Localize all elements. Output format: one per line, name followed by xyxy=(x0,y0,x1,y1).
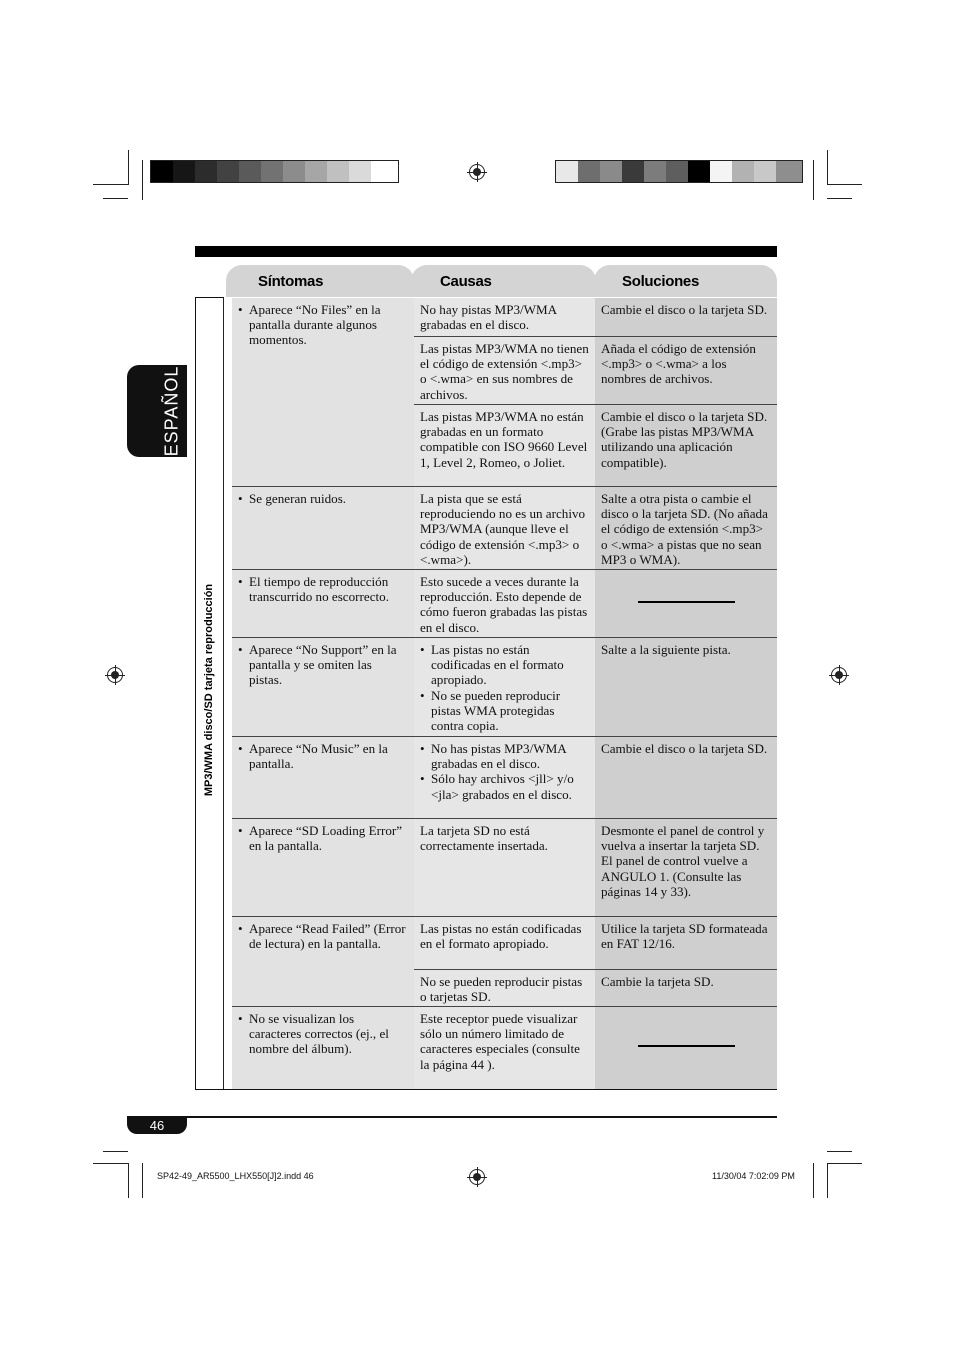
footer-rule xyxy=(127,1116,777,1118)
cause-text: • Las pistas no están codificadas en el formato apropiado. xyxy=(420,642,589,688)
cause-text: Este receptor puede visualizar sólo un número limitado de caracteres especiales (consulte la página 44 ). xyxy=(420,1011,580,1072)
header-symptoms-label: Síntomas xyxy=(258,273,324,290)
cause-cell xyxy=(414,1007,595,1089)
symptom-cell xyxy=(232,1007,414,1089)
crop-mark xyxy=(93,184,128,185)
cause-cell xyxy=(414,970,595,1006)
symptom-text: • Aparece “SD Loading Error” en la pantalla. xyxy=(238,823,408,853)
registration-mark-icon xyxy=(469,164,485,180)
crop-mark xyxy=(93,1163,128,1164)
solution-text: Cambie el disco o la tarjeta SD. xyxy=(601,409,768,424)
header-solutions xyxy=(594,265,777,297)
registration-mark-icon xyxy=(831,667,847,683)
cause-text: No hay pistas MP3/WMA grabadas en el disco. xyxy=(420,302,557,333)
cause-cell xyxy=(414,819,595,916)
header-causes xyxy=(411,265,596,297)
symptom-cell xyxy=(232,638,414,736)
symptom-text: • El tiempo de reproducción transcurrido no escorrecto. xyxy=(238,574,408,604)
symptom-text: • Aparece “No Support” en la pantalla y se omiten las pistas. xyxy=(238,642,408,688)
solution-cell xyxy=(595,737,777,819)
cause-text: Esto sucede a veces durante la reproducción. Esto depende de cómo fueron grabadas las pistas en el disco. xyxy=(420,574,588,635)
cause-text: • No has pistas MP3/WMA grabadas en el disco. xyxy=(420,741,589,771)
symptom-cell xyxy=(232,570,414,637)
crop-mark xyxy=(128,1163,129,1198)
solution-text: Salte a otra pista o cambie el disco o la tarjeta SD. (No añada el código de extensión <.mp3> o <.wma> a pistas que no sean MP3 o WMA). xyxy=(601,491,768,567)
crop-mark xyxy=(128,150,129,185)
crop-mark xyxy=(103,1151,128,1152)
solution-cell xyxy=(595,298,777,336)
cause-cell xyxy=(414,737,595,819)
cause-cell xyxy=(414,405,595,487)
table-bottom-rule xyxy=(223,1089,777,1090)
header-solutions-label: Soluciones xyxy=(622,273,700,290)
solution-cell xyxy=(595,405,777,487)
crop-mark xyxy=(827,1163,862,1164)
cause-text: La pista que se está reproduciendo no es un archivo MP3/WMA (aunque lleve el código de extensión <.mp3> o <.wma>). xyxy=(420,491,586,567)
solution-note: (Grabe las pistas MP3/WMA utilizando una aplicación compatible). xyxy=(601,424,754,470)
language-tab-label: ESPAÑOL xyxy=(161,365,182,457)
table-left-border xyxy=(223,297,224,1090)
symptom-cell xyxy=(232,298,414,487)
page-number: 46 xyxy=(127,1118,187,1134)
solution-text: Salte a la siguiente pista. xyxy=(601,642,731,657)
color-calibration-bar-left xyxy=(150,160,399,183)
crop-mark xyxy=(813,1163,814,1198)
cause-text: • No se pueden reproducir pistas WMA protegidas contra copia. xyxy=(420,688,589,734)
cause-text: No se pueden reproducir pistas o tarjetas SD. xyxy=(420,974,583,1005)
no-solution-dash xyxy=(638,1045,735,1047)
solution-cell xyxy=(595,337,777,404)
cause-cell xyxy=(414,917,595,969)
crop-mark xyxy=(103,198,128,199)
crop-mark xyxy=(813,160,814,200)
cause-text: Las pistas MP3/WMA no están grabadas en un formato compatible con ISO 9660 Level 1, Level 2, Romeo, o Joliet. xyxy=(420,409,588,470)
color-calibration-bar-right xyxy=(555,160,803,183)
crop-mark xyxy=(827,1151,852,1152)
symptom-text: • Se generan ruidos. xyxy=(238,491,408,506)
symptom-text: • Aparece “Read Failed” (Error de lectura) en la pantalla. xyxy=(238,921,408,951)
solution-text: Cambie el disco o la tarjeta SD. xyxy=(601,302,768,317)
symptom-cell xyxy=(232,737,414,819)
cause-cell xyxy=(414,570,595,637)
symptom-cell xyxy=(232,917,414,1006)
footer-date: 11/30/04 7:02:09 PM xyxy=(712,1171,795,1181)
header-causes-label: Causas xyxy=(440,273,492,290)
crop-mark xyxy=(827,150,828,185)
solution-cell xyxy=(595,917,777,969)
cause-cell xyxy=(414,638,595,736)
solution-cell xyxy=(595,487,777,570)
solution-cell xyxy=(595,570,777,637)
cause-text: Las pistas no están codificadas en el formato apropiado. xyxy=(420,921,582,952)
registration-mark-icon xyxy=(107,667,123,683)
symptom-text: • Aparece “No Files” en la pantalla durante algunos momentos. xyxy=(238,302,408,348)
solution-cell xyxy=(595,970,777,1006)
symptom-cell xyxy=(232,487,414,570)
symptom-text: • Aparece “No Music” en la pantalla. xyxy=(238,741,408,771)
solution-cell xyxy=(595,1007,777,1089)
cause-text: La tarjeta SD no está correctamente insertada. xyxy=(420,823,548,854)
symptom-text: • No se visualizan los caracteres correctos (ej., el nombre del álbum). xyxy=(238,1011,408,1057)
header-symptoms xyxy=(226,265,414,297)
solution-text: Utilice la tarjeta SD formateada en FAT 12/16. xyxy=(601,921,768,952)
crop-mark xyxy=(827,184,862,185)
header-rule xyxy=(195,246,777,257)
crop-mark xyxy=(142,1163,143,1198)
cause-cell xyxy=(414,298,595,336)
no-solution-dash xyxy=(638,601,735,603)
registration-mark-icon xyxy=(469,1169,485,1185)
section-label: MP3/WMA disco/SD tarjeta reproducción xyxy=(203,583,215,797)
crop-mark xyxy=(142,160,143,200)
solution-cell xyxy=(595,819,777,916)
crop-mark xyxy=(827,198,852,199)
cause-text: • Sólo hay archivos <jll> y/o <jla> grabados en el disco. xyxy=(420,771,589,801)
solution-text: Cambie la tarjeta SD. xyxy=(601,974,714,989)
crop-mark xyxy=(827,1163,828,1198)
cause-cell xyxy=(414,487,595,570)
solution-text: Cambie el disco o la tarjeta SD. xyxy=(601,741,768,756)
footer-file-name: SP42-49_AR5500_LHX550[J]2.indd 46 xyxy=(157,1171,314,1181)
solution-text: Añada el código de extensión <.mp3> o <.wma> a los nombres de archivos. xyxy=(601,341,756,387)
cause-text: Las pistas MP3/WMA no tienen el código de extensión <.mp3> o <.wma> en sus nombres de archivos. xyxy=(420,341,589,402)
symptom-cell xyxy=(232,819,414,916)
solution-cell xyxy=(595,638,777,736)
solution-text: Desmonte el panel de control y vuelva a insertar la tarjeta SD. El panel de control vuelve a ANGULO 1. (Consulte las páginas 14 y 33). xyxy=(601,823,765,899)
cause-cell xyxy=(414,337,595,404)
